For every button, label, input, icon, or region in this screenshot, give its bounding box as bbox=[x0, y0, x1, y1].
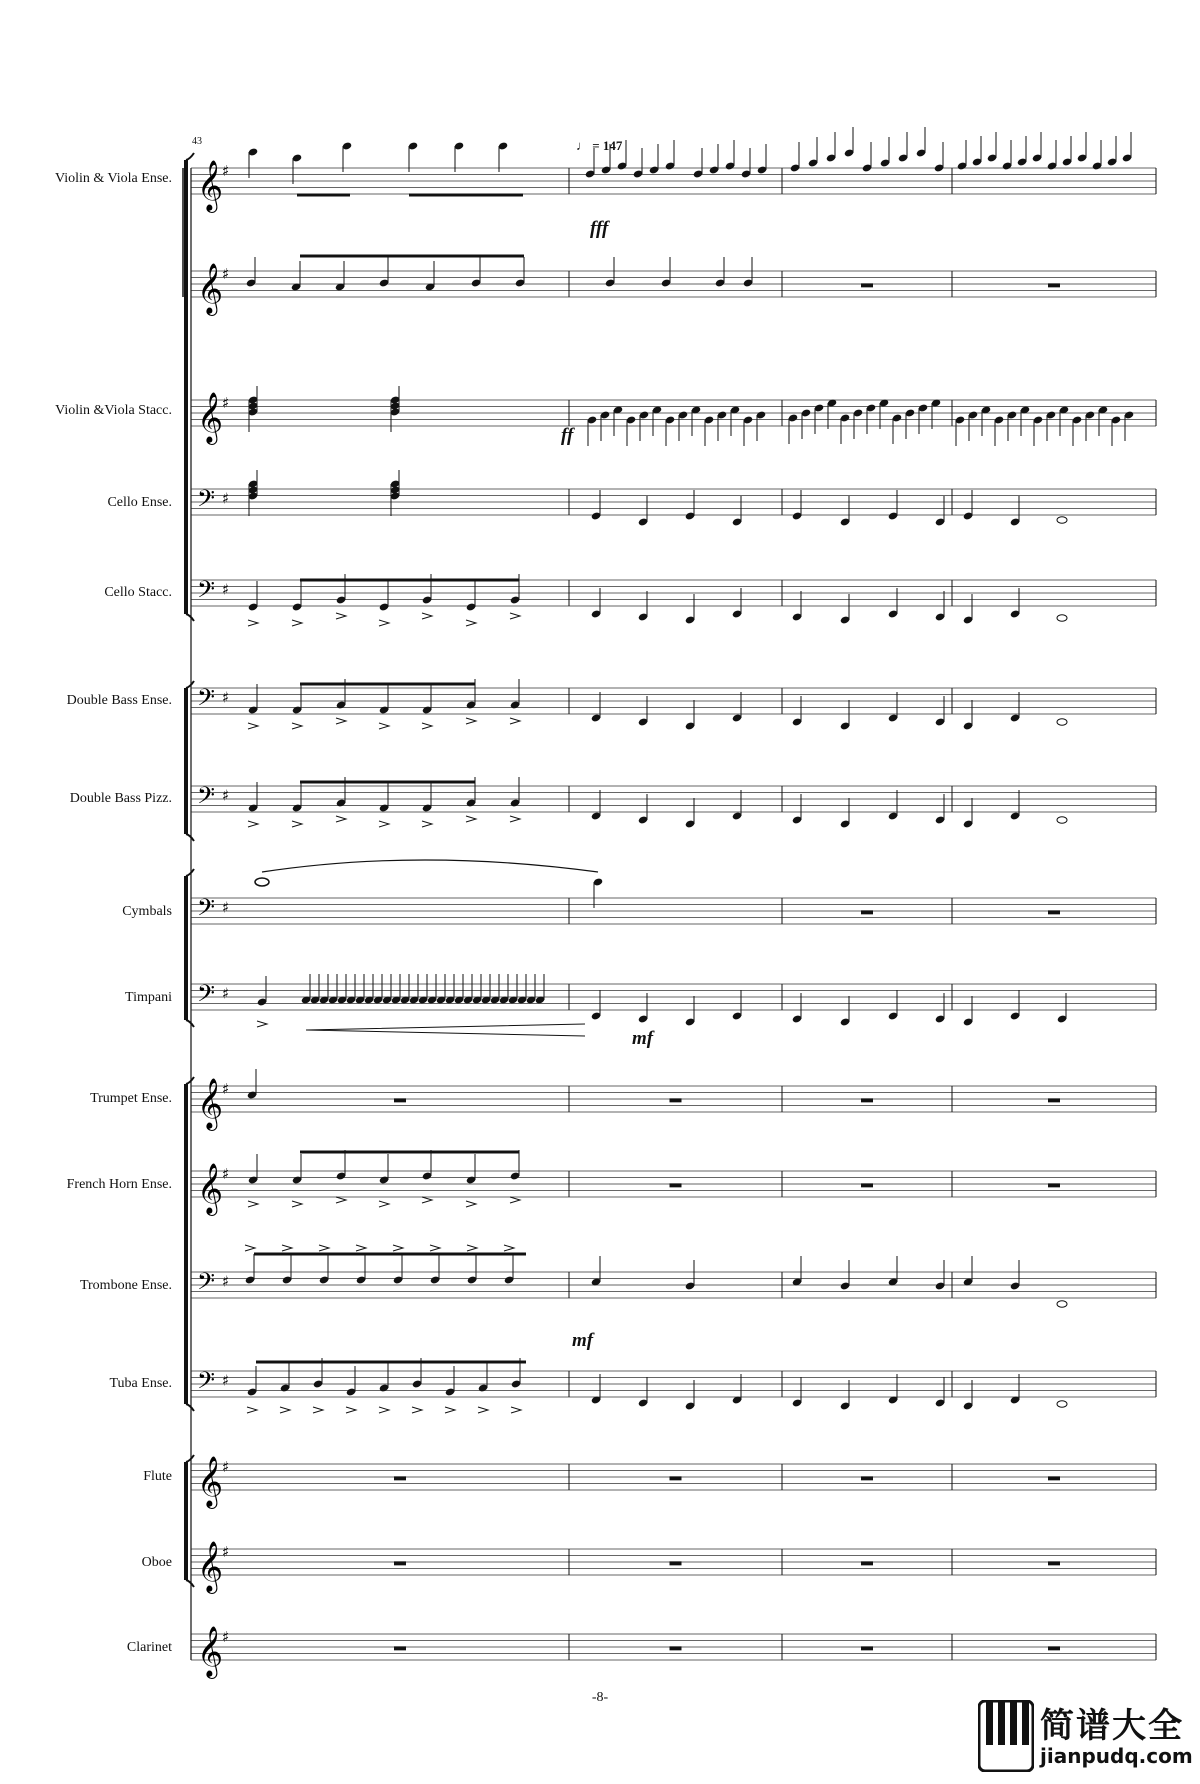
accent-mark bbox=[245, 1245, 255, 1251]
accent-mark bbox=[422, 613, 432, 619]
bracket-double-bass-bottom-hook bbox=[186, 834, 194, 841]
accent-mark bbox=[336, 1197, 346, 1203]
accent-mark bbox=[336, 613, 346, 619]
bass-clef-icon: 𝄢 bbox=[197, 1366, 216, 1400]
whole-rest bbox=[1048, 1561, 1060, 1565]
bass-clef-icon: 𝄢 bbox=[197, 484, 216, 518]
accent-mark bbox=[379, 1407, 389, 1413]
sharp-key-signature: ♯ bbox=[222, 786, 230, 805]
whole-rest bbox=[861, 1646, 873, 1650]
treble-clef-icon: 𝄞 bbox=[197, 392, 224, 443]
whole-rest bbox=[394, 1561, 406, 1565]
accent-mark bbox=[379, 620, 389, 626]
sharp-key-signature: ♯ bbox=[222, 984, 230, 1003]
accent-mark bbox=[248, 723, 258, 729]
whole-rest bbox=[861, 1561, 873, 1565]
accent-mark bbox=[336, 816, 346, 822]
bracket-woodwinds-bottom-hook bbox=[186, 1580, 194, 1587]
measure-number: 43 bbox=[192, 136, 202, 147]
whole-rest bbox=[394, 1646, 406, 1650]
treble-clef-icon: 𝄞 bbox=[197, 1541, 224, 1592]
accent-mark bbox=[280, 1407, 290, 1413]
piano-keys-icon bbox=[978, 1700, 1034, 1772]
half-note bbox=[1057, 517, 1067, 524]
bracket-strings-bottom-hook bbox=[186, 614, 194, 621]
accent-mark bbox=[336, 718, 346, 724]
bass-clef-icon: 𝄢 bbox=[197, 979, 216, 1013]
accent-mark bbox=[292, 723, 302, 729]
half-note bbox=[1057, 615, 1067, 622]
sharp-key-signature: ♯ bbox=[222, 162, 230, 180]
crescendo-hairpin bbox=[306, 1024, 585, 1036]
treble-clef-icon: 𝄞 bbox=[197, 1456, 224, 1507]
accent-mark bbox=[467, 1245, 477, 1251]
whole-rest bbox=[1048, 1183, 1060, 1187]
sharp-key-signature: ♯ bbox=[222, 1272, 230, 1291]
dynamic-fff: fff bbox=[590, 218, 609, 239]
bass-clef-icon: 𝄢 bbox=[197, 1267, 216, 1301]
label-violin-viola-ense: Violin & Viola Ense. bbox=[54, 171, 172, 186]
accent-mark bbox=[313, 1407, 323, 1413]
accent-mark bbox=[510, 816, 520, 822]
whole-rest bbox=[394, 1476, 406, 1480]
whole-rest bbox=[1048, 283, 1060, 287]
accent-mark bbox=[510, 613, 520, 619]
whole-rest bbox=[861, 1476, 873, 1480]
label-timpani: Timpani bbox=[125, 990, 172, 1005]
accent-mark bbox=[430, 1245, 440, 1251]
half-note bbox=[1057, 719, 1067, 726]
bracket-double-bass-top-hook bbox=[186, 681, 194, 688]
tie-curve bbox=[262, 860, 598, 872]
sharp-key-signature: ♯ bbox=[222, 1371, 230, 1390]
label-tuba-ense: Tuba Ense. bbox=[109, 1376, 172, 1391]
accent-mark bbox=[379, 1201, 389, 1207]
dynamic-ff: ff bbox=[561, 425, 574, 446]
accent-mark bbox=[248, 620, 258, 626]
accent-mark bbox=[422, 1197, 432, 1203]
label-trumpet-ense: Trumpet Ense. bbox=[90, 1091, 172, 1106]
accent-mark bbox=[504, 1245, 514, 1251]
bracket-woodwinds-top-hook bbox=[186, 1455, 194, 1462]
sharp-key-signature: ♯ bbox=[222, 1458, 230, 1476]
accent-mark bbox=[510, 718, 520, 724]
accent-mark bbox=[248, 1201, 258, 1207]
accent-mark bbox=[478, 1407, 488, 1413]
half-note bbox=[1057, 1401, 1067, 1408]
accent-mark bbox=[445, 1407, 455, 1413]
label-clarinet: Clarinet bbox=[126, 1640, 172, 1655]
accent-mark bbox=[379, 723, 389, 729]
accent-mark bbox=[282, 1245, 292, 1251]
label-double-bass-ense: Double Bass Ense. bbox=[66, 693, 172, 708]
accent-mark bbox=[247, 1407, 257, 1413]
whole-rest bbox=[670, 1183, 682, 1187]
bracket-brass-bottom-hook bbox=[186, 1404, 194, 1411]
sharp-key-signature: ♯ bbox=[222, 898, 230, 917]
accent-mark bbox=[466, 620, 476, 626]
whole-rest bbox=[1048, 910, 1060, 914]
sharp-key-signature: ♯ bbox=[222, 580, 230, 599]
label-trombone-ense: Trombone Ense. bbox=[79, 1278, 172, 1293]
accent-mark bbox=[466, 718, 476, 724]
label-double-bass-pizz: Double Bass Pizz. bbox=[69, 791, 172, 806]
sharp-key-signature: ♯ bbox=[222, 688, 230, 707]
bracket-brass-top-hook bbox=[186, 1077, 194, 1084]
accent-mark bbox=[319, 1245, 329, 1251]
label-flute: Flute bbox=[143, 1469, 172, 1484]
whole-rest bbox=[670, 1098, 682, 1102]
watermark-title: 简谱大全 bbox=[1040, 1706, 1184, 1746]
accent-mark bbox=[248, 821, 258, 827]
dynamic-mf-timpani: mf bbox=[632, 1028, 654, 1049]
accent-mark bbox=[422, 723, 432, 729]
treble-clef-icon: 𝄞 bbox=[197, 1078, 224, 1129]
whole-rest bbox=[670, 1646, 682, 1650]
accent-mark bbox=[257, 1021, 267, 1027]
label-cymbals: Cymbals bbox=[122, 904, 172, 919]
accent-mark bbox=[466, 816, 476, 822]
label-oboe: Oboe bbox=[141, 1555, 172, 1570]
accent-mark bbox=[379, 821, 389, 827]
bass-clef-icon: 𝄢 bbox=[197, 683, 216, 717]
whole-rest bbox=[861, 910, 873, 914]
sharp-key-signature: ♯ bbox=[222, 1080, 230, 1098]
bracket-strings-top-hook bbox=[186, 153, 194, 160]
accent-mark bbox=[292, 620, 302, 626]
half-note bbox=[1057, 817, 1067, 824]
whole-rest bbox=[861, 1098, 873, 1102]
accent-mark bbox=[511, 1407, 521, 1413]
sharp-key-signature: ♯ bbox=[222, 489, 230, 508]
treble-clef-icon: 𝄞 bbox=[197, 263, 224, 314]
accent-mark bbox=[356, 1245, 366, 1251]
whole-rest bbox=[670, 1561, 682, 1565]
whole-rest bbox=[394, 1098, 406, 1102]
treble-clef-icon: 𝄞 bbox=[197, 1626, 224, 1677]
sharp-key-signature: ♯ bbox=[222, 1165, 230, 1183]
accent-mark bbox=[412, 1407, 422, 1413]
accent-mark bbox=[292, 1201, 302, 1207]
watermark bbox=[978, 1694, 1200, 1784]
accent-mark bbox=[393, 1245, 403, 1251]
whole-note bbox=[255, 878, 269, 886]
accent-mark bbox=[510, 1197, 520, 1203]
accent-mark bbox=[466, 1201, 476, 1207]
whole-rest bbox=[670, 1476, 682, 1480]
accent-mark bbox=[422, 821, 432, 827]
bracket-percussion-bottom-hook bbox=[186, 1020, 194, 1027]
label-cello-ense: Cello Ense. bbox=[107, 495, 172, 510]
sharp-key-signature: ♯ bbox=[222, 1543, 230, 1561]
treble-clef-icon: 𝄞 bbox=[197, 160, 224, 211]
accent-mark bbox=[346, 1407, 356, 1413]
sharp-key-signature: ♯ bbox=[222, 265, 230, 283]
tempo-marking: ♩ = 147 bbox=[576, 138, 623, 153]
bass-clef-icon: 𝄢 bbox=[197, 575, 216, 609]
bracket-percussion-top-hook bbox=[186, 869, 194, 876]
watermark-url: jianpudq.com bbox=[1040, 1744, 1193, 1768]
whole-rest bbox=[1048, 1098, 1060, 1102]
accent-mark bbox=[292, 821, 302, 827]
whole-rest bbox=[861, 1183, 873, 1187]
label-cello-stacc: Cello Stacc. bbox=[104, 585, 172, 600]
label-violin-viola-stacc: Violin &Viola Stacc. bbox=[55, 403, 172, 418]
sharp-key-signature: ♯ bbox=[222, 394, 230, 412]
label-french-horn-ense: French Horn Ense. bbox=[66, 1177, 172, 1192]
whole-rest bbox=[1048, 1646, 1060, 1650]
page-number: -8- bbox=[591, 1690, 609, 1705]
half-note bbox=[1057, 1301, 1067, 1308]
treble-clef-icon: 𝄞 bbox=[197, 1163, 224, 1214]
bass-clef-icon: 𝄢 bbox=[197, 893, 216, 927]
sharp-key-signature: ♯ bbox=[222, 1628, 230, 1646]
dynamic-mf-trombone: mf bbox=[572, 1330, 594, 1351]
whole-rest bbox=[1048, 1476, 1060, 1480]
whole-rest bbox=[861, 283, 873, 287]
bass-clef-icon: 𝄢 bbox=[197, 781, 216, 815]
